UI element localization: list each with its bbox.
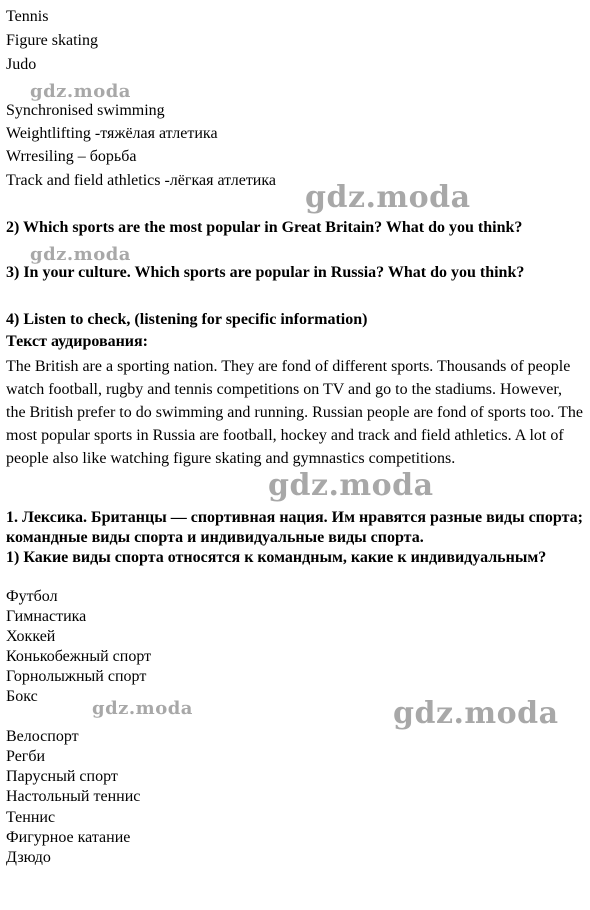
question-1-ru: 1) Какие виды спорта относятся к командным, какие к индивидуальным?: [6, 549, 547, 566]
list-item: Регби: [6, 748, 46, 765]
question-3: 3) In your culture. Which sports are popular in Russia? What do you think?: [6, 264, 525, 281]
list-item: Бокс: [6, 688, 38, 705]
list-item: Wrresiling – борьба: [6, 148, 137, 165]
list-item: Горнолыжный спорт: [6, 668, 147, 685]
list-item: Weightlifting -тяжёлая атлетика: [6, 125, 218, 142]
list-item: Дзюдо: [6, 849, 51, 866]
question-2: 2) Which sports are the most popular in Great Britain? What do you think?: [6, 219, 523, 236]
list-item: Парусный спорт: [6, 768, 118, 785]
list-item: Футбол: [6, 588, 58, 605]
list-item: Figure skating: [6, 32, 98, 49]
list-item: Конькобежный спорт: [6, 648, 152, 665]
list-item: Настольный теннис: [6, 788, 141, 805]
list-item: Фигурное катание: [6, 829, 131, 846]
list-item: Synchronised swimming: [6, 102, 165, 119]
list-item: Tennis: [6, 8, 49, 25]
list-item: Гимнастика: [6, 608, 87, 625]
list-item: Теннис: [6, 809, 56, 826]
audio-text: The British are a sporting nation. They are fond of different sports. Thousands of people watch football, rugby and tennis competitions on TV and go to the stadiums. However, the British prefer to do swimming and running. Russian people are fond of sports too. The most popular sports in Russia are football, hockey and track and field athletics. A lot of people also like watching figure skating and gymnastics competitions.: [6, 358, 583, 467]
section-heading: 1. Лексика. Британцы — спортивная нация. Им нравятся разные виды спорта; командные виды спорта и индивидуальные виды спорта.: [6, 509, 583, 546]
list-item: Велоспорт: [6, 728, 79, 745]
watermark: gdz.moda: [305, 180, 471, 215]
list-item: Judo: [6, 56, 37, 73]
audio-heading: Текст аудирования:: [6, 333, 148, 350]
list-item: Хоккей: [6, 628, 56, 645]
watermark: gdz.moda: [268, 468, 434, 503]
watermark: gdz.moda: [92, 698, 193, 719]
watermark: gdz.moda: [30, 244, 131, 265]
watermark: gdz.moda: [393, 696, 559, 731]
question-4: 4) Listen to check, (listening for specific information): [6, 311, 368, 328]
list-item: Track and field athletics -лёгкая атлетика: [6, 172, 276, 189]
watermark: gdz.moda: [30, 81, 131, 102]
